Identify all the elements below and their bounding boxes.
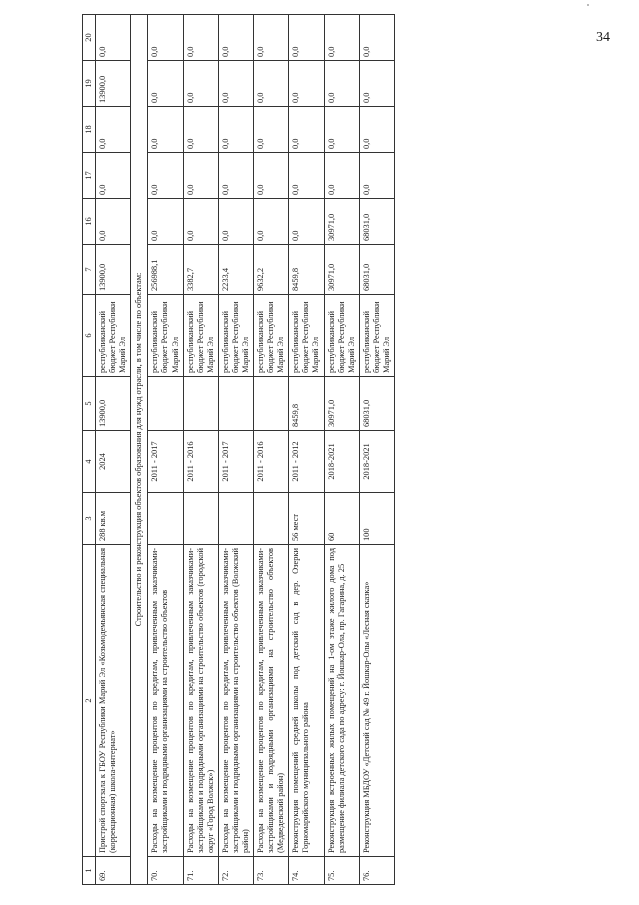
value-col20: 0,0 [254, 15, 289, 61]
value-col17: 0,0 [183, 153, 218, 199]
value-col18: 0,0 [218, 107, 253, 153]
col-number: 20 [83, 15, 96, 61]
value-col19: 0,0 [359, 61, 394, 107]
value-col19: 0,0 [183, 61, 218, 107]
value-col20: 0,0 [359, 15, 394, 61]
col-number: 2 [83, 545, 96, 857]
value-col18: 0,0 [359, 107, 394, 153]
estimated-cost [183, 377, 218, 431]
capacity [148, 493, 183, 545]
period: 2011 - 2012 [289, 431, 324, 493]
object-name: Пристрой спортзала к ГБОУ Республики Марий Эл «Козьмодемьянская специальная (коррекционная) школа-интернат» [96, 545, 131, 857]
col-number: 7 [83, 245, 96, 295]
value-col7: 9632,2 [254, 245, 289, 295]
value-col20: 0,0 [148, 15, 183, 61]
section-row [131, 15, 148, 885]
col-number: 16 [83, 199, 96, 245]
row-number: 74. [289, 857, 324, 885]
funding-source: республиканский бюджет Республики Марий Эл [289, 295, 324, 377]
table-row [183, 15, 218, 885]
estimated-cost: 13900,0 [96, 377, 131, 431]
estimated-cost: 68031,0 [359, 377, 394, 431]
section-title: Строительство и реконструкция объектов образования для нужд отрасли, в том числе по объектам: [131, 15, 148, 885]
value-col19: 0,0 [324, 61, 359, 107]
value-col7: 8459,8 [289, 245, 324, 295]
estimated-cost [148, 377, 183, 431]
value-col17: 0,0 [148, 153, 183, 199]
value-col17: 0,0 [324, 153, 359, 199]
value-col18: 0,0 [96, 107, 131, 153]
value-col17: 0,0 [289, 153, 324, 199]
col-number: 18 [83, 107, 96, 153]
value-col7: 13900,0 [96, 245, 131, 295]
period: 2011 - 2016 [183, 431, 218, 493]
value-col17: 0,0 [254, 153, 289, 199]
value-col18: 0,0 [183, 107, 218, 153]
value-col20: 0,0 [324, 15, 359, 61]
value-col17: 0,0 [96, 153, 131, 199]
estimated-cost: 8459,8 [289, 377, 324, 431]
value-col20: 0,0 [218, 15, 253, 61]
capacity: 288 кв.м [96, 493, 131, 545]
value-col16: 0,0 [96, 199, 131, 245]
period: 2011 - 2016 [254, 431, 289, 493]
table-row [289, 15, 324, 885]
table-row [96, 15, 131, 885]
value-col19: 0,0 [289, 61, 324, 107]
period: 2018-2021 [359, 431, 394, 493]
col-number: 17 [83, 153, 96, 199]
period: 2011 - 2017 [218, 431, 253, 493]
col-number: 6 [83, 295, 96, 377]
row-number: 76. [359, 857, 394, 885]
table-row [254, 15, 289, 885]
estimated-cost [254, 377, 289, 431]
capacity: 60 [324, 493, 359, 545]
object-name: Расходы на возмещение процентов по кредитам, привлеченным заказчиками-застройщиками и подрядными организациями на строительство объектов (Волжский район) [218, 545, 253, 857]
row-number: 69. [96, 857, 131, 885]
row-number: 70. [148, 857, 183, 885]
value-col18: 0,0 [254, 107, 289, 153]
value-col19: 0,0 [254, 61, 289, 107]
value-col18: 0,0 [148, 107, 183, 153]
objects-table [82, 14, 395, 885]
table-row [148, 15, 183, 885]
period: 2011 - 2017 [148, 431, 183, 493]
object-name: Реконструкция помещений средней школы под детский сад в дер. Озерки Горномарийского муниципального района [289, 545, 324, 857]
value-col7: 30971,0 [324, 245, 359, 295]
value-col16: 0,0 [218, 199, 253, 245]
capacity: 56 мест [289, 493, 324, 545]
value-col18: 0,0 [289, 107, 324, 153]
table-row [324, 15, 359, 885]
value-col16: 0,0 [183, 199, 218, 245]
capacity [183, 493, 218, 545]
col-number: 5 [83, 377, 96, 431]
col-number: 1 [83, 857, 96, 885]
funding-source: республиканский бюджет Республики Марий Эл [254, 295, 289, 377]
value-col19: 0,0 [148, 61, 183, 107]
page-number: 34 [596, 30, 610, 45]
value-col17: 0,0 [218, 153, 253, 199]
value-col7: 256988,1 [148, 245, 183, 295]
col-number: 19 [83, 61, 96, 107]
value-col16: 0,0 [254, 199, 289, 245]
value-col16: 30971,0 [324, 199, 359, 245]
col-number: 3 [83, 493, 96, 545]
col-number: 4 [83, 431, 96, 493]
row-number: 73. [254, 857, 289, 885]
table-row [359, 15, 394, 885]
capacity: 100 [359, 493, 394, 545]
object-name: Расходы на возмещение процентов по кредитам, привлеченным заказчиками-застройщиками и подрядными организациями на строительство объектов (городской округ «Город Волжск») [183, 545, 218, 857]
row-number: 71. [183, 857, 218, 885]
period: 2024 [96, 431, 131, 493]
rows-body [148, 15, 395, 885]
estimated-cost [218, 377, 253, 431]
value-col20: 0,0 [183, 15, 218, 61]
funding-source: республиканский бюджет Республики Марий Эл [183, 295, 218, 377]
object-name: Расходы на возмещение процентов по кредитам, привлеченным заказчиками-застройщиками и подрядными организациями на строительство объектов [148, 545, 183, 857]
column-numbers-row [83, 15, 96, 885]
funding-source: республиканский бюджет Республики Марий Эл [324, 295, 359, 377]
scan-speck [587, 4, 589, 6]
funding-source: республиканский бюджет Республики Марий Эл [359, 295, 394, 377]
rotated-table-container [82, 15, 610, 885]
estimated-cost: 30971,0 [324, 377, 359, 431]
value-col16: 68031,0 [359, 199, 394, 245]
object-name: Реконструкция встроенных жилых помещений на 1-ом этаже жилого дома под размещение филиала детского сада по адресу: г. Йошкар-Ола, пр. Гагарина, д. 25 [324, 545, 359, 857]
value-col20: 0,0 [96, 15, 131, 61]
object-name: Реконструкция МБДОУ «Детский сад № 49 г. Йошкар-Олы «Лесная сказка» [359, 545, 394, 857]
value-col7: 68031,0 [359, 245, 394, 295]
value-col16: 0,0 [148, 199, 183, 245]
value-col16: 0,0 [289, 199, 324, 245]
capacity [218, 493, 253, 545]
funding-source: республиканский бюджет Республики Марий Эл [96, 295, 131, 377]
value-col19: 0,0 [218, 61, 253, 107]
value-col7: 3382,7 [183, 245, 218, 295]
table-row [218, 15, 253, 885]
object-name: Расходы на возмещение процентов по кредитам, привлеченным заказчиками-застройщиками и подрядными организациями на строительство объектов (Медведевский район) [254, 545, 289, 857]
value-col20: 0,0 [289, 15, 324, 61]
value-col19: 13900,0 [96, 61, 131, 107]
value-col18: 0,0 [324, 107, 359, 153]
row-number: 72. [218, 857, 253, 885]
value-col17: 0,0 [359, 153, 394, 199]
value-col7: 2233,4 [218, 245, 253, 295]
capacity [254, 493, 289, 545]
funding-source: республиканский бюджет Республики Марий Эл [218, 295, 253, 377]
period: 2018-2021 [324, 431, 359, 493]
row-number: 75. [324, 857, 359, 885]
funding-source: республиканский бюджет Республики Марий Эл [148, 295, 183, 377]
